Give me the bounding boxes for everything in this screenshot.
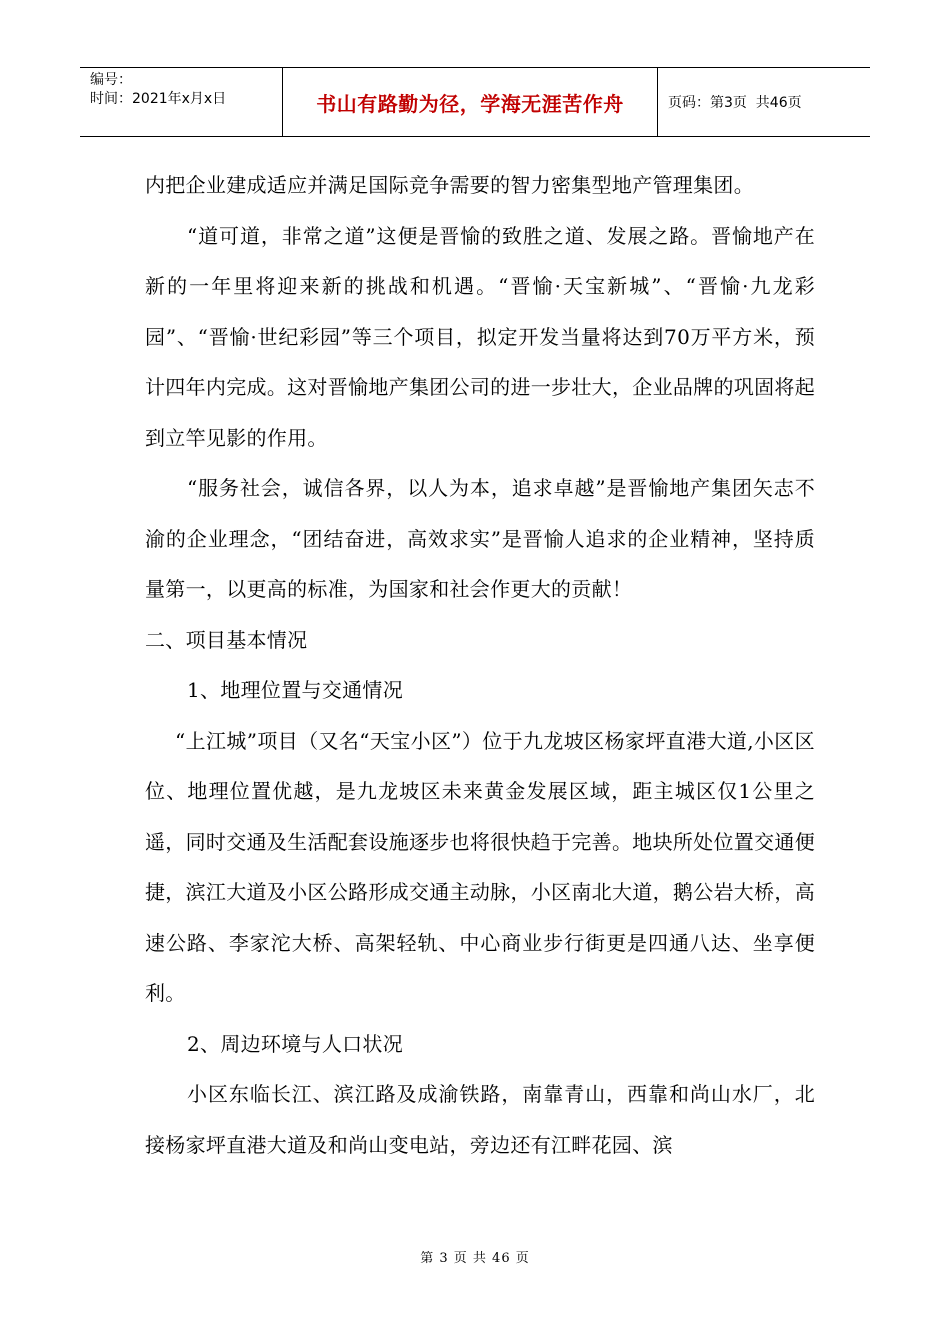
header-page-label: 页码：第3页 共46页 <box>668 95 802 111</box>
header-page-cell <box>658 68 870 136</box>
header-meta-cell <box>80 68 283 136</box>
body-paragraph: 小区东临长江、滨江路及成渝铁路，南靠青山，西靠和尚山水厂，北接杨家坪直港大道及和尚山变电站，旁边还有江畔花园、滨 <box>145 1082 815 1157</box>
subsection-heading: 1、地理位置与交通情况 <box>187 678 404 702</box>
page-footer <box>0 1247 950 1266</box>
body-paragraph: 内把企业建成适应并满足国际竞争需要的智力密集型地产管理集团。 <box>145 173 754 197</box>
subsection-heading: 2、周边环境与人口状况 <box>187 1031 404 1056</box>
body-paragraph: “上江城”项目（又名“天宝小区”）位于九龙坡区杨家坪直港大道,小区区位、地理位置优越，是九龙坡区未来黄金发展区域，距主城区仅1公里之遥，同时交通及生活配套设施逐步也将很快趋于完善。地块所处位置交通便捷，滨江大道及小区公路形成交通主动脉，小区南北大道，鹅公岩大桥，高速公路、李家沱大桥、高架轻轨、中心商业步行街更是四通八达、坐享便利。 <box>145 728 815 1005</box>
header-motto-cell <box>283 68 658 136</box>
header-number-label: 编号： <box>90 72 132 88</box>
document-header <box>80 67 870 137</box>
footer-page-number: 第 3 页 共 46 页 <box>420 1251 530 1266</box>
document-body <box>145 160 815 1170</box>
header-time-label: 时间：2021年x月x日 <box>90 91 227 107</box>
header-motto: 书山有路勤为径，学海无涯苦作舟 <box>316 91 624 116</box>
body-paragraph: “服务社会，诚信各界，以人为本，追求卓越”是晋愉地产集团矢志不渝的企业理念，“团结奋进，高效求实”是晋愉人追求的企业精神，坚持质量第一，以更高的标准，为国家和社会作更大的贡献！ <box>145 476 815 601</box>
section-heading: 二、项目基本情况 <box>145 627 308 652</box>
body-paragraph: “道可道，非常之道”这便是晋愉的致胜之道、发展之路。晋愉地产在新的一年里将迎来新的挑战和机遇。“晋愉·天宝新城”、“晋愉·九龙彩园”、“晋愉·世纪彩园”等三个项目，拟定开发当量将达到70万平方米，预计四年内完成。这对晋愉地产集团公司的进一步壮大，企业品牌的巩固将起到立竿见影的作用。 <box>145 223 815 450</box>
